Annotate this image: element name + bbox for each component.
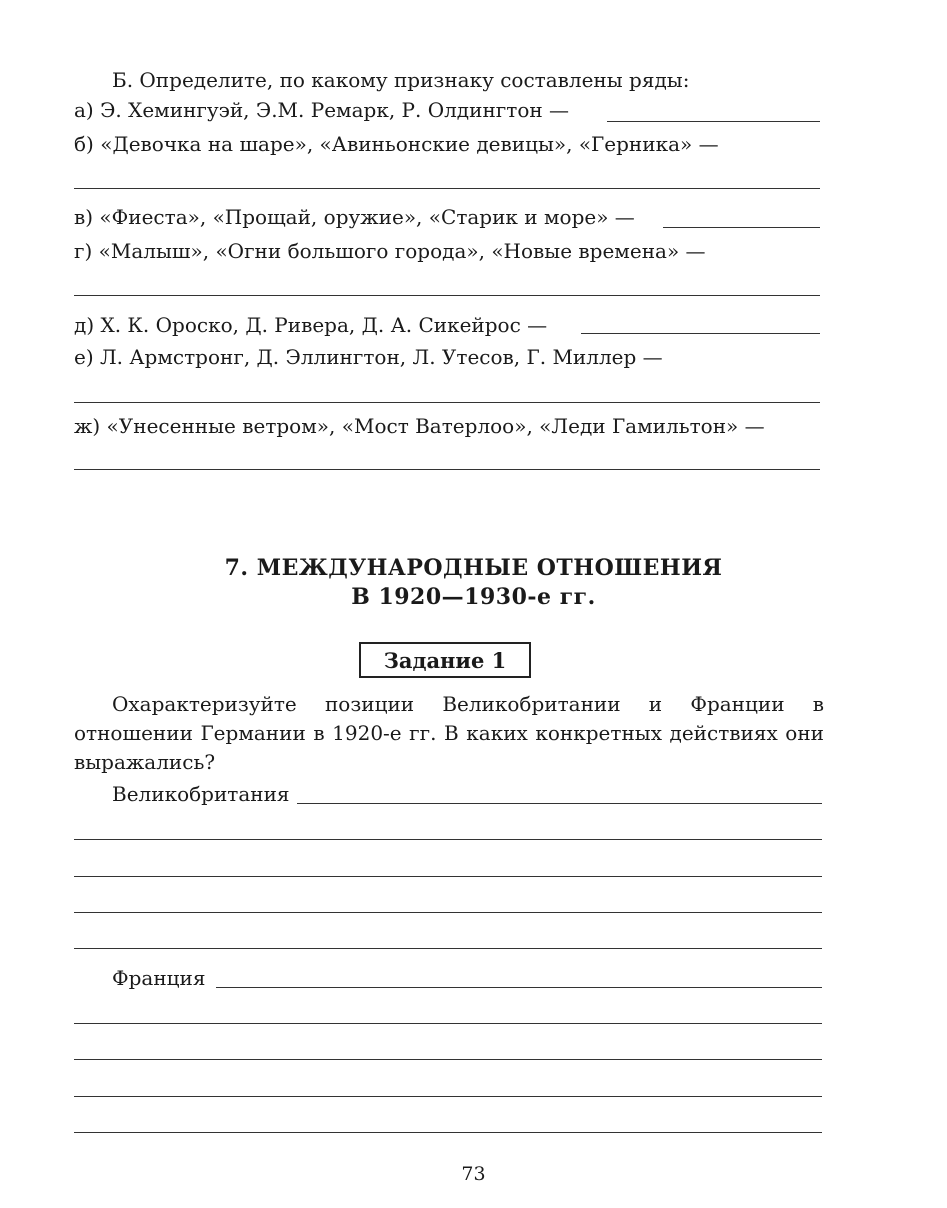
item-d: д) Х. К. Ороско, Д. Ривера, Д. А. Сикейрос — <box>74 313 548 337</box>
item-g: г) «Малыш», «Огни большого города», «Новые времена» — <box>74 239 706 263</box>
item-b: б) «Девочка на шаре», «Авиньонские девицы», «Герника» — <box>74 132 719 156</box>
answer-line-a[interactable] <box>607 121 820 122</box>
page-number: 73 <box>461 1163 486 1185</box>
task-label-box <box>359 642 531 678</box>
answer-line-d[interactable] <box>581 333 820 334</box>
task-text: Охарактеризуйте позиции Великобритании и Франции в отношении Германии в 1920-е гг. В каких конкретных действиях они выражались? <box>74 692 824 774</box>
item-a: а) Э. Хемингуэй, Э.М. Ремарк, Р. Олдингтон — <box>74 98 570 122</box>
section-title-line2: В 1920—1930-е гг. <box>351 584 596 610</box>
country-label-gb: Великобритания <box>112 782 290 806</box>
item-zh: ж) «Унесенные ветром», «Мост Ватерлоо», «Леди Гамильтон» — <box>74 414 765 438</box>
answer-line-gb-4[interactable] <box>74 912 822 913</box>
answer-line-fr-1[interactable] <box>216 987 822 988</box>
answer-line-gb-5[interactable] <box>74 948 822 949</box>
country-label-fr: Франция <box>112 966 206 990</box>
answer-line-fr-4[interactable] <box>74 1096 822 1097</box>
item-e: е) Л. Армстронг, Д. Эллингтон, Л. Утесов, Г. Миллер — <box>74 345 663 369</box>
answer-line-fr-3[interactable] <box>74 1059 822 1060</box>
answer-line-gb-1[interactable] <box>297 803 822 804</box>
section-title-line1: 7. МЕЖДУНАРОДНЫЕ ОТНОШЕНИЯ <box>224 555 723 581</box>
answer-line-g[interactable] <box>74 295 820 296</box>
answer-line-gb-3[interactable] <box>74 876 822 877</box>
answer-line-e[interactable] <box>74 402 820 403</box>
answer-line-zh[interactable] <box>74 469 820 470</box>
answer-line-v[interactable] <box>663 227 820 228</box>
exercise-b-prompt: Б. Определите, по какому признаку составлены ряды: <box>112 68 690 92</box>
item-v: в) «Фиеста», «Прощай, оружие», «Старик и море» — <box>74 205 635 229</box>
task-label: Задание 1 <box>383 647 507 673</box>
answer-line-gb-2[interactable] <box>74 839 822 840</box>
answer-line-fr-2[interactable] <box>74 1023 822 1024</box>
answer-line-b[interactable] <box>74 188 820 189</box>
answer-line-fr-5[interactable] <box>74 1132 822 1133</box>
